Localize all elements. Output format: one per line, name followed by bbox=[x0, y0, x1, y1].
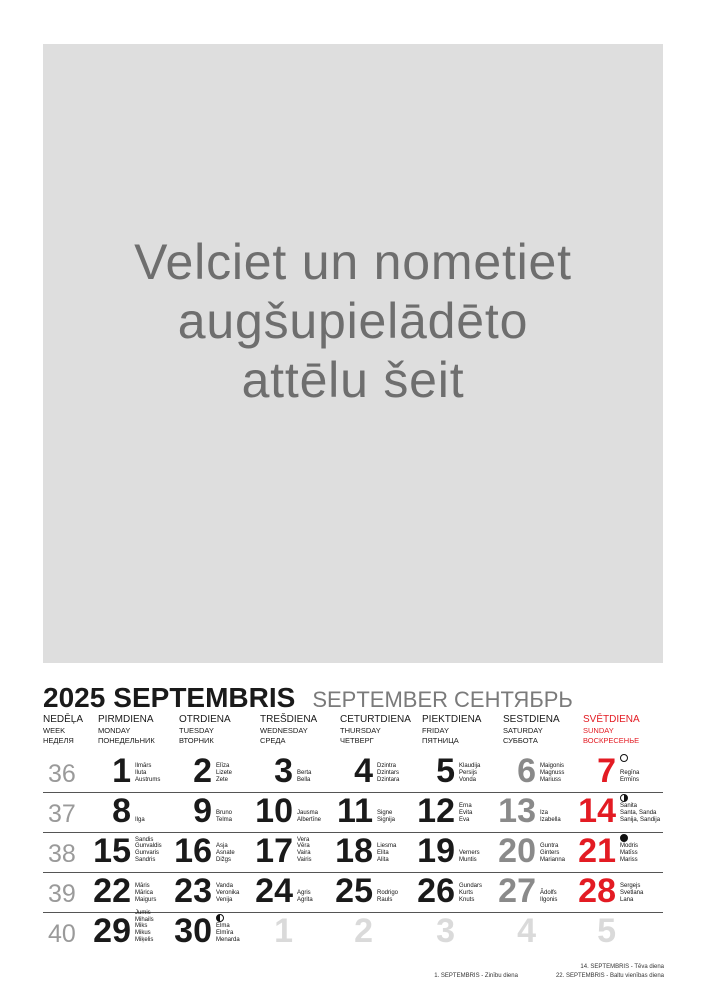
name-day-list bbox=[377, 843, 396, 863]
name-day: Asja bbox=[216, 843, 228, 850]
name-day: Vonda bbox=[459, 776, 477, 783]
name-day: Albertīne bbox=[297, 816, 322, 823]
header-label-lv: CETURTDIENA bbox=[340, 714, 411, 725]
header-label-ru: НЕДЕЛЯ bbox=[43, 736, 74, 745]
day-number: 8 bbox=[112, 792, 131, 831]
day-number: 21 bbox=[578, 832, 616, 871]
name-day: Iluta bbox=[135, 770, 147, 777]
day-cell bbox=[414, 872, 499, 912]
week-number: 36 bbox=[48, 759, 76, 788]
day-number: 28 bbox=[578, 872, 616, 911]
name-day: Marianna bbox=[540, 856, 566, 863]
header-label-ru: ПОНЕДЕЛЬНИК bbox=[98, 736, 155, 745]
weekday-header-sunday bbox=[583, 713, 640, 745]
name-day-list bbox=[135, 883, 156, 903]
weekday-header-saturday bbox=[503, 713, 560, 745]
week-number: 39 bbox=[48, 879, 76, 908]
name-day-list bbox=[297, 890, 313, 903]
day-cell bbox=[332, 792, 417, 832]
name-day: Persijs bbox=[459, 770, 478, 777]
day-number: 10 bbox=[255, 792, 293, 831]
holiday-column bbox=[556, 963, 664, 981]
weekday-header-monday bbox=[98, 713, 155, 745]
day-number: 15 bbox=[93, 832, 131, 871]
header-label-lv: PIEKTDIENA bbox=[422, 714, 482, 725]
name-day: Rodrigo bbox=[377, 890, 399, 897]
name-day-list bbox=[216, 810, 232, 823]
image-drop-zone[interactable] bbox=[43, 44, 663, 663]
name-day: Maigonis bbox=[540, 763, 565, 770]
name-day: Veronika bbox=[216, 890, 240, 897]
header-label-lv: OTRDIENA bbox=[179, 714, 231, 725]
header-label-lv: TREŠDIENA bbox=[260, 714, 318, 725]
name-day: Lizete bbox=[216, 770, 233, 777]
day-cell bbox=[252, 872, 337, 912]
drop-zone-line: attēlu šeit bbox=[241, 352, 465, 408]
day-number: 14 bbox=[578, 792, 616, 831]
name-day-list bbox=[540, 763, 564, 783]
header-label-ru: ВОСКРЕСЕНЬЕ bbox=[583, 736, 640, 745]
name-day-list bbox=[540, 810, 561, 823]
header-label-en: FRIDAY bbox=[422, 726, 449, 735]
name-day: Venija bbox=[216, 896, 233, 903]
name-day: Signija bbox=[377, 816, 396, 823]
name-day: Ermīns bbox=[620, 776, 640, 783]
day-cell bbox=[90, 872, 175, 912]
name-day: Elmīra bbox=[216, 930, 234, 937]
name-day: Vaira bbox=[297, 850, 311, 857]
name-day: Guntra bbox=[540, 843, 559, 850]
day-number: 4 bbox=[517, 912, 536, 951]
name-day: Regīna bbox=[620, 770, 640, 777]
drop-zone-line: Velciet un nometiet bbox=[134, 234, 572, 290]
name-day: Dzintra bbox=[377, 763, 397, 770]
name-day: Agris bbox=[297, 890, 311, 897]
day-number: 6 bbox=[517, 752, 536, 791]
header-label-en: SUNDAY bbox=[583, 726, 614, 735]
day-cell bbox=[252, 792, 337, 832]
day-number: 29 bbox=[93, 912, 131, 951]
day-number: 9 bbox=[193, 792, 212, 831]
drop-zone-line: augšupielādēto bbox=[177, 293, 529, 349]
name-day: Dzintara bbox=[377, 776, 400, 783]
day-cell bbox=[171, 872, 256, 912]
header-label-ru: СУББОТА bbox=[503, 736, 538, 745]
name-day: Miks bbox=[135, 923, 148, 930]
header-label-ru: СРЕДА bbox=[260, 736, 286, 745]
new-moon-icon bbox=[620, 834, 628, 842]
name-day: Mikus bbox=[135, 930, 151, 937]
day-number: 3 bbox=[436, 912, 455, 951]
name-day: Ilgonis bbox=[540, 896, 558, 903]
weekday-header-wednesday bbox=[260, 713, 317, 745]
name-day: Agrita bbox=[297, 896, 313, 903]
day-cell bbox=[171, 832, 256, 872]
name-day: Ilmārs bbox=[135, 763, 152, 770]
name-day-list bbox=[135, 763, 160, 783]
month-title bbox=[43, 683, 573, 713]
name-day: Elita bbox=[377, 850, 389, 857]
day-cell bbox=[495, 872, 580, 912]
name-day-list bbox=[620, 843, 638, 863]
day-cell bbox=[495, 832, 580, 872]
day-number: 25 bbox=[335, 872, 373, 911]
name-day-list bbox=[620, 883, 643, 903]
name-day: Rauls bbox=[377, 896, 393, 903]
day-cell bbox=[495, 792, 580, 832]
name-day: Klaudija bbox=[459, 763, 481, 770]
header-label-en: MONDAY bbox=[98, 726, 131, 735]
day-number: 2 bbox=[193, 752, 212, 791]
day-cell bbox=[171, 752, 256, 792]
day-cell bbox=[90, 792, 175, 832]
name-day: Bella bbox=[297, 776, 311, 783]
holiday-column bbox=[434, 972, 518, 981]
day-number: 24 bbox=[255, 872, 293, 911]
day-number: 5 bbox=[436, 752, 455, 791]
name-day: Miķelis bbox=[135, 936, 154, 943]
header-label-en: WEEK bbox=[43, 726, 66, 735]
day-number: 1 bbox=[274, 912, 293, 951]
name-day-list bbox=[620, 803, 660, 823]
name-day: Elīza bbox=[216, 763, 230, 770]
week-number: 40 bbox=[48, 919, 76, 948]
name-day: Austrums bbox=[135, 776, 161, 783]
name-day-list bbox=[620, 770, 639, 783]
name-day: Santa, Sanda bbox=[620, 810, 657, 817]
name-day: Liesma bbox=[377, 843, 397, 850]
first-quarter-moon-icon bbox=[216, 914, 224, 922]
day-cell bbox=[414, 832, 499, 872]
day-number: 17 bbox=[255, 832, 293, 871]
header-label-en: TUESDAY bbox=[179, 726, 214, 735]
header-label-lv: SVĒTDIENA bbox=[583, 714, 640, 725]
name-day: Maigurs bbox=[135, 896, 157, 903]
day-cell bbox=[332, 872, 417, 912]
name-day-list bbox=[135, 910, 154, 943]
holidays-footer bbox=[434, 963, 664, 981]
day-number: 30 bbox=[174, 912, 212, 951]
name-day-list bbox=[216, 883, 239, 903]
weekday-header-thursday bbox=[340, 713, 411, 745]
day-number: 11 bbox=[337, 792, 373, 831]
name-day: Telma bbox=[216, 816, 233, 823]
name-day: Mariuss bbox=[540, 776, 562, 783]
day-cell bbox=[171, 792, 256, 832]
day-cell bbox=[575, 872, 660, 912]
name-day-list bbox=[297, 810, 321, 823]
day-cell bbox=[495, 752, 580, 792]
day-number: 13 bbox=[498, 792, 536, 831]
name-day: Iza bbox=[540, 810, 549, 817]
day-cell bbox=[252, 832, 337, 872]
day-cell bbox=[414, 792, 499, 832]
name-day: Elma bbox=[216, 923, 230, 930]
name-day: Māris bbox=[135, 883, 150, 890]
header-label-lv: SESTDIENA bbox=[503, 714, 560, 725]
day-number: 22 bbox=[93, 872, 131, 911]
name-day: Lana bbox=[620, 896, 634, 903]
name-day: Asnate bbox=[216, 850, 235, 857]
name-day: Vēra bbox=[297, 843, 310, 850]
name-day: Ādolfs bbox=[540, 890, 557, 897]
next-month-day-cell bbox=[252, 912, 337, 952]
day-number: 20 bbox=[498, 832, 536, 871]
day-cell bbox=[332, 752, 417, 792]
name-day: Kurts bbox=[459, 890, 474, 897]
month-name-ru: СЕНТЯБРЬ bbox=[454, 687, 573, 712]
name-day: Bruno bbox=[216, 810, 233, 817]
next-month-day-cell bbox=[414, 912, 499, 952]
week-number: 38 bbox=[48, 839, 76, 868]
month-name-lv: SEPTEMBRIS bbox=[113, 682, 296, 713]
day-number: 23 bbox=[174, 872, 212, 911]
header-label-ru: ЧЕТВЕРГ bbox=[340, 736, 374, 745]
name-day: Ginters bbox=[540, 850, 560, 857]
name-day: Matīss bbox=[620, 850, 638, 857]
name-day: Svetlana bbox=[620, 890, 644, 897]
name-day: Jausma bbox=[297, 810, 319, 817]
weekday-header-friday bbox=[422, 713, 481, 745]
day-cell bbox=[575, 752, 660, 792]
name-day: Magnuss bbox=[540, 770, 565, 777]
last-quarter-moon-icon bbox=[620, 794, 628, 802]
header-label-en: SATURDAY bbox=[503, 726, 543, 735]
name-day: Verners bbox=[459, 850, 480, 857]
name-day: Berta bbox=[297, 770, 312, 777]
name-day: Vera bbox=[297, 836, 310, 843]
name-day: Mārica bbox=[135, 890, 154, 897]
month-name-en: SEPTEMBER bbox=[312, 687, 449, 712]
day-cell bbox=[252, 752, 337, 792]
name-day: Menarda bbox=[216, 936, 240, 943]
name-day-list bbox=[216, 843, 235, 863]
next-month-day-cell bbox=[575, 912, 660, 952]
name-day-list bbox=[459, 763, 480, 783]
name-day: Sanija, Sandija bbox=[620, 816, 661, 823]
name-day-list bbox=[540, 890, 557, 903]
day-number: 5 bbox=[597, 912, 616, 951]
name-day: Vairis bbox=[297, 856, 312, 863]
week-column-header bbox=[43, 713, 83, 745]
name-day-list bbox=[459, 803, 472, 823]
name-day: Dižgs bbox=[216, 856, 232, 863]
name-day: Gundars bbox=[459, 883, 483, 890]
name-day: Alita bbox=[377, 856, 389, 863]
full-moon-icon bbox=[620, 754, 628, 762]
name-day-list bbox=[297, 770, 311, 783]
name-day: Modris bbox=[620, 843, 639, 850]
year: 2025 bbox=[43, 682, 106, 713]
holiday-note: 22. SEPTEMBRIS - Baltu vienības diena bbox=[555, 973, 664, 979]
day-number: 27 bbox=[498, 872, 536, 911]
name-day: Signe bbox=[377, 810, 393, 817]
name-day-list bbox=[216, 923, 240, 943]
next-month-day-cell bbox=[495, 912, 580, 952]
name-day: Sandris bbox=[135, 856, 156, 863]
name-day-list bbox=[297, 837, 312, 863]
name-day: Zete bbox=[216, 776, 229, 783]
name-day-list bbox=[459, 883, 482, 903]
name-day: Erna bbox=[459, 803, 472, 810]
name-day: Muntis bbox=[459, 856, 477, 863]
header-label-ru: ВТОРНИК bbox=[179, 736, 214, 745]
name-day: Evita bbox=[459, 810, 473, 817]
day-cell bbox=[575, 832, 660, 872]
day-cell bbox=[171, 912, 256, 952]
name-day: Mihails bbox=[135, 916, 154, 923]
day-number: 26 bbox=[417, 872, 455, 911]
name-day: Jumis bbox=[135, 910, 151, 917]
name-day-list bbox=[377, 890, 398, 903]
holiday-note: 1. SEPTEMBRIS - Zinību diena bbox=[434, 973, 518, 979]
name-day-list bbox=[216, 763, 232, 783]
day-cell bbox=[414, 752, 499, 792]
weekday-header-tuesday bbox=[179, 713, 231, 745]
header-label-ru: ПЯТНИЦА bbox=[422, 736, 459, 745]
day-number: 1 bbox=[112, 752, 131, 791]
next-month-day-cell bbox=[332, 912, 417, 952]
day-number: 18 bbox=[335, 832, 373, 871]
name-day-list bbox=[459, 850, 480, 863]
day-cell bbox=[90, 752, 175, 792]
name-day-list bbox=[135, 817, 145, 824]
header-label-lv: PIRMDIENA bbox=[98, 714, 154, 725]
day-number: 2 bbox=[354, 912, 373, 951]
name-day: Mariss bbox=[620, 856, 638, 863]
name-day-list bbox=[377, 763, 399, 783]
header-label-en: THURSDAY bbox=[340, 726, 381, 735]
day-number: 12 bbox=[417, 792, 455, 831]
name-day: Sandis bbox=[135, 836, 154, 843]
name-day: Knuts bbox=[459, 896, 475, 903]
header-label-en: WEDNESDAY bbox=[260, 726, 308, 735]
day-number: 3 bbox=[274, 752, 293, 791]
name-day: Vanda bbox=[216, 883, 233, 890]
name-day-list bbox=[540, 843, 565, 863]
name-day: Gunvaldis bbox=[135, 843, 162, 850]
week-number: 37 bbox=[48, 799, 76, 828]
name-day: Eva bbox=[459, 816, 470, 823]
header-label-lv: NEDĒĻA bbox=[43, 714, 84, 725]
name-day: Dzintars bbox=[377, 770, 400, 777]
name-day-list bbox=[135, 837, 162, 863]
day-number: 4 bbox=[354, 752, 373, 791]
name-day: Izabella bbox=[540, 816, 561, 823]
name-day-list bbox=[377, 810, 395, 823]
name-day: Sergejs bbox=[620, 883, 641, 890]
name-day: Gunvaris bbox=[135, 850, 160, 857]
name-day: Sanita bbox=[620, 803, 638, 810]
day-cell bbox=[90, 912, 175, 952]
day-cell bbox=[90, 832, 175, 872]
day-number: 16 bbox=[174, 832, 212, 871]
name-day: Ilga bbox=[135, 816, 145, 823]
day-number: 7 bbox=[597, 752, 616, 791]
holiday-note: 14. SEPTEMBRIS - Tēva diena bbox=[580, 964, 664, 970]
day-cell bbox=[332, 832, 417, 872]
day-number: 19 bbox=[417, 832, 455, 871]
day-cell bbox=[575, 792, 660, 832]
drop-zone-instructions bbox=[43, 233, 663, 410]
